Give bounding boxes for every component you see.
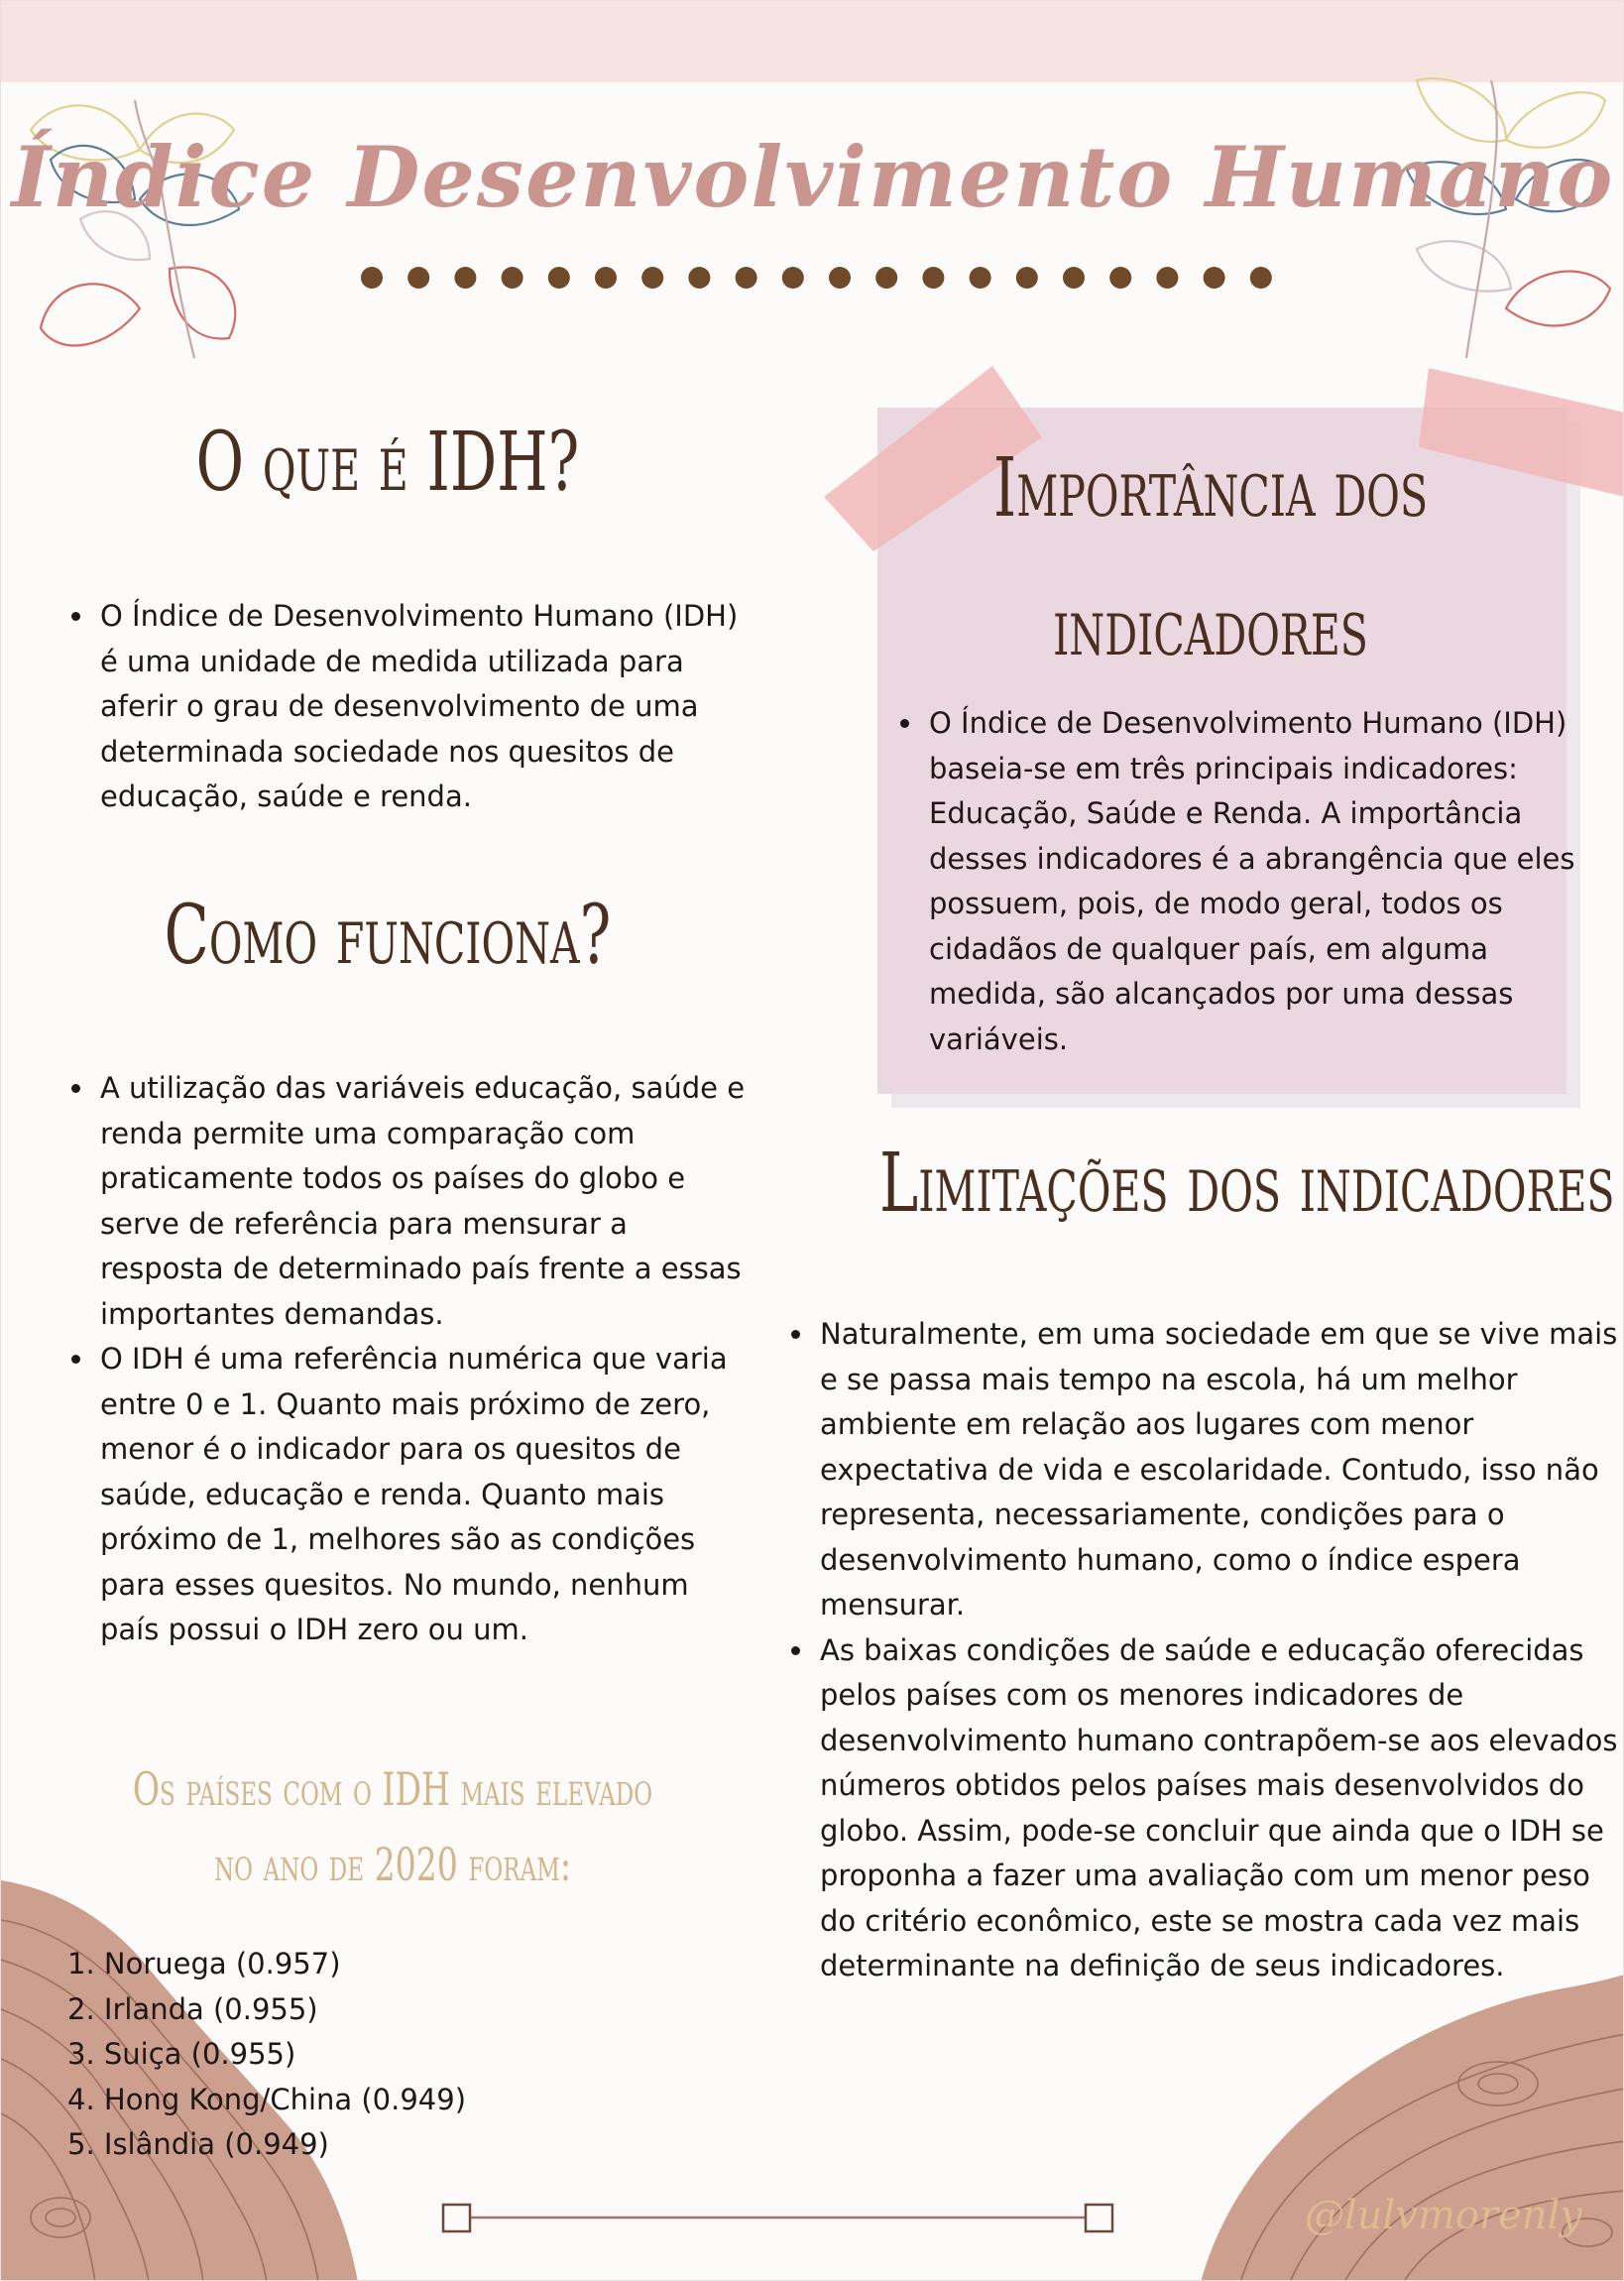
- divider-dot: [970, 267, 991, 289]
- divider-dot: [1016, 267, 1038, 289]
- divider-dot: [548, 267, 570, 289]
- list-item: 5. Islândia (0.949): [67, 2127, 329, 2161]
- divider-dot: [1156, 267, 1178, 289]
- divider-dot: [1250, 267, 1272, 289]
- divider-dot: [875, 267, 897, 289]
- list-item: 3. Suiça (0.955): [67, 2037, 296, 2071]
- divider-dot: [595, 267, 617, 289]
- bottom-divider: [437, 2201, 1121, 2236]
- list-item: • O IDH é uma referência numérica que varia entre 0 e 1. Quanto mais próximo de zero, menor é o indicador para os quesitos de saúde, educação e renda. Quanto mais próximo de 1, melhores são as condições para esses quesitos. No mundo, nenhum país possui o IDH zero ou um.: [96, 1337, 751, 1653]
- list-item: 4. Hong Kong/China (0.949): [67, 2082, 467, 2116]
- list-item: 1. Noruega (0.957): [67, 1947, 341, 1981]
- importance-bullets: [895, 701, 1579, 1062]
- heading-how-it-works: Como funciona?: [164, 889, 612, 983]
- how-bullets: [66, 1066, 751, 1653]
- list-item: • O Índice de Desenvolvimento Humano (IDH) é uma unidade de medida utilizada para aferir o grau de desenvolvimento de uma determinada sociedade nos quesitos de educação, saúde e renda.: [96, 594, 741, 820]
- list-item: 2. Irlanda (0.955): [67, 1991, 318, 2026]
- divider-dot: [454, 267, 476, 289]
- list-item: • As baixas condições de saúde e educação oferecidas pelos países com os menores indicadores de desenvolvimento humano contrapõem-se aos elevados números obtidos pelos países mais desenvolvidos do globo. Assim, pode-se concluir que ainda que o IDH se proponha a fazer uma avaliação com um menor peso do critério econômico, este se mostra cada vez mais determinante na definição de seus indicadores.: [816, 1628, 1624, 1989]
- divider-dot: [1204, 267, 1225, 289]
- what-bullets: [66, 594, 741, 820]
- heading-importance: Importância dos indicadores: [992, 441, 1429, 674]
- author-signature: @lulvmorenly: [1305, 2193, 1582, 2238]
- heading-limitations: Limitações dos indicadores: [879, 1137, 1615, 1231]
- divider-dot: [407, 267, 429, 289]
- list-item: • O Índice de Desenvolvimento Humano (IDH) baseia-se em três principais indicadores: Educação, Saúde e Renda. A importância desses indicadores é a abrangência que eles possuem, pois, de modo geral, todos os cidadãos de qualquer país, em alguma medida, são alcançados por uma dessas variáveis.: [925, 701, 1579, 1062]
- heading-what-is-idh: O que é IDH?: [195, 416, 580, 510]
- dotted-divider: [360, 264, 1272, 292]
- divider-dot: [361, 267, 383, 289]
- divider-dot: [1109, 267, 1131, 289]
- limitations-bullets: [786, 1312, 1624, 1989]
- countries-list: [67, 1942, 466, 2168]
- heading-top-countries: Os países com o IDH mais elevado no ano de 2020 foram:: [132, 1762, 653, 1891]
- divider-dot: [829, 267, 851, 289]
- divider-dot: [736, 267, 757, 289]
- divider-dot: [922, 267, 944, 289]
- divider-dot: [1063, 267, 1085, 289]
- divider-dot: [782, 267, 804, 289]
- list-item: • A utilização das variáveis educação, saúde e renda permite uma comparação com praticamente todos os países do globo e serve de referência para mensurar a resposta de determinado país frente a essas importantes demandas.: [96, 1066, 751, 1337]
- page-title: Índice Desenvolvimento Humano: [11, 128, 1615, 226]
- divider-dot: [641, 267, 663, 289]
- list-item: • Naturalmente, em uma sociedade em que se vive mais e se passa mais tempo na escola, há um melhor ambiente em relação aos lugares com menor expectativa de vida e escolaridade. Contudo, isso não representa, necessariamente, condições para o desenvolvimento humano, como o índice espera mensurar.: [816, 1312, 1624, 1628]
- divider-dot: [502, 267, 523, 289]
- divider-dot: [688, 267, 710, 289]
